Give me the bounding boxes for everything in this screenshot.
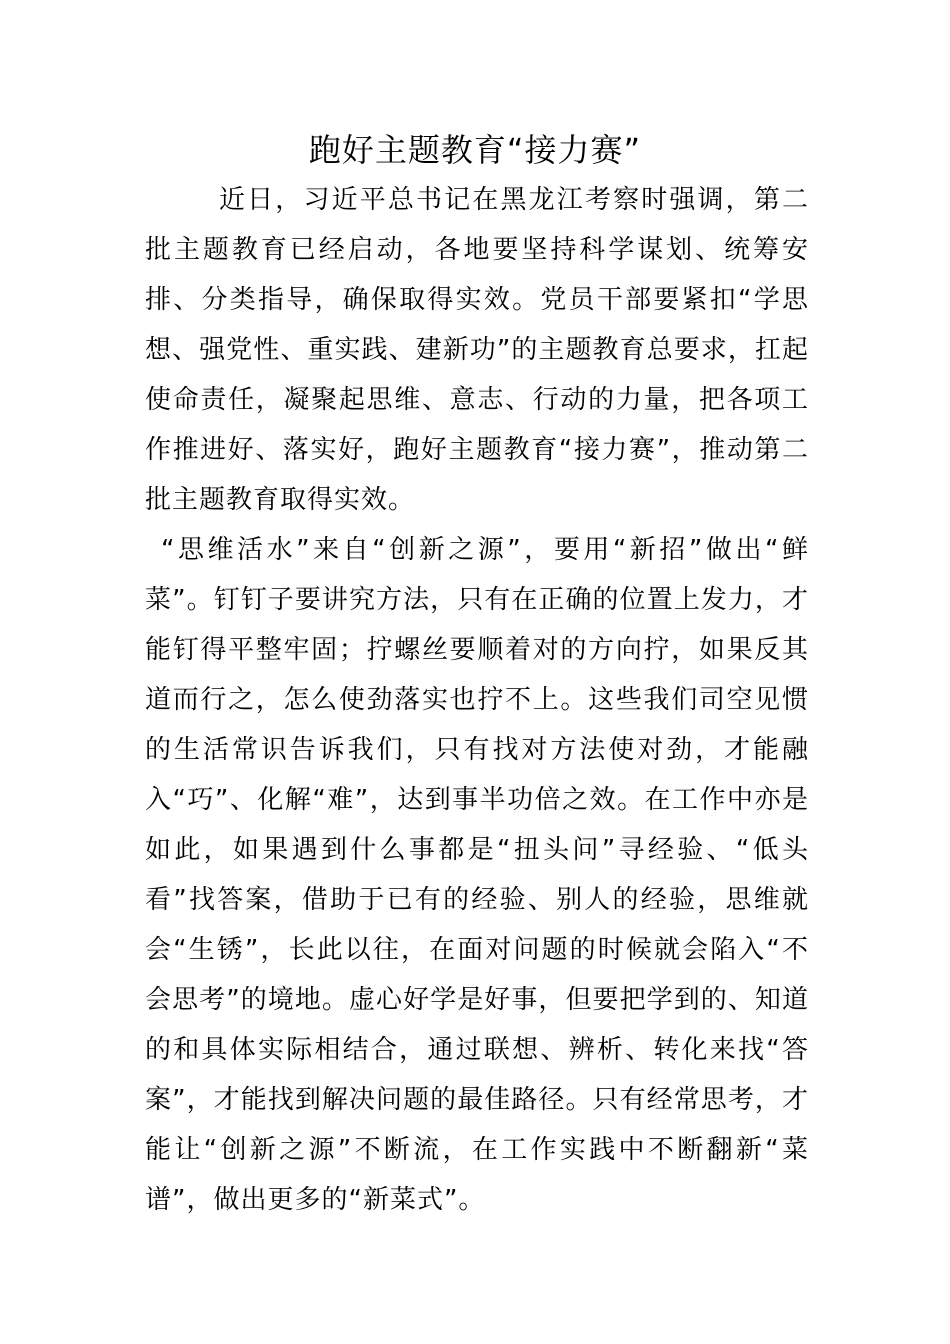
document-body: [145, 175, 809, 1225]
paragraph-1: 近日，习近平总书记在黑龙江考察时强调，第二批主题教育已经启动，各地要坚持科学谋划、统筹安排、分类指导，确保取得实效。党员干部要紧扣“学思想、强党性、重实践、建新功”的主题教育总要求，扛起使命责任，凝聚起思维、意志、行动的力量，把各项工作推进好、落实好，跑好主题教育“接力赛”，推动第二批主题教育取得实效。: [145, 185, 809, 515]
document-title: 跑好主题教育“接力赛”: [308, 131, 642, 169]
paragraph-2: “思维活水”来自“创新之源”，要用“新招”做出“鲜菜”。钉钉子要讲究方法，只有在正确的位置上发力，才能钉得平整牢固；拧螺丝要顺着对的方向拧，如果反其道而行之，怎么使劲落实也拧不上。这些我们司空见惯的生活常识告诉我们，只有找对方法使对劲，才能融入“巧”、化解“难”，达到事半功倍之效。在工作中亦是如此，如果遇到什么事都是“扭头问”寻经验、“低头看”找答案，借助于已有的经验、别人的经验，思维就会“生锈”，长此以往，在面对问题的时候就会陷入“不会思考”的境地。虚心好学是好事，但要把学到的、知道的和具体实际相结合，通过联想、辨析、转化来找“答案”，才能找到解决问题的最佳路径。只有经常思考，才能让“创新之源”不断流，在工作实践中不断翻新“菜谱”，做出更多的“新菜式”。: [145, 535, 809, 1215]
